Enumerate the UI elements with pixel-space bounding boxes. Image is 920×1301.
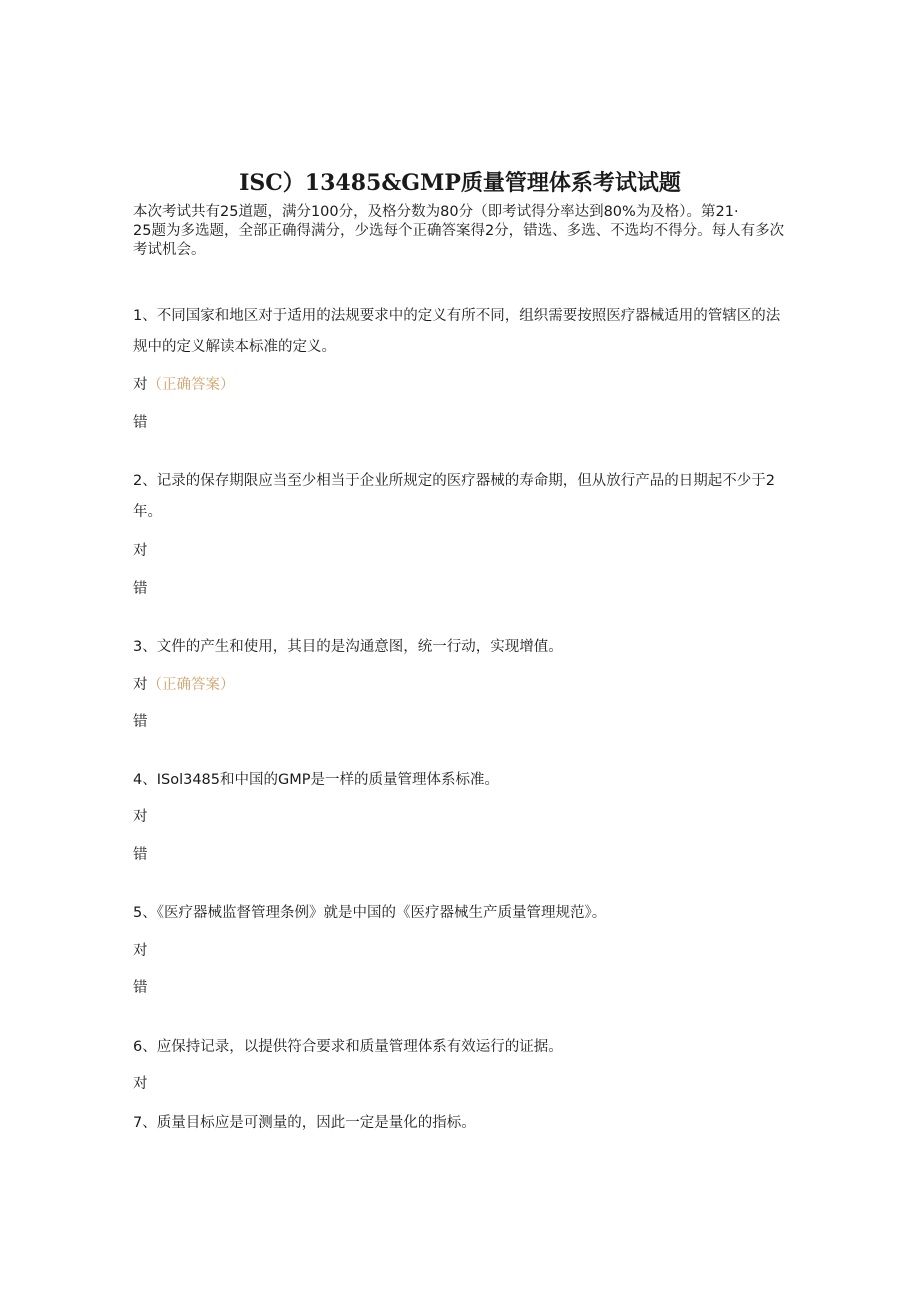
- q3-option-false[interactable]: 错: [133, 714, 148, 730]
- q1-option-false[interactable]: 错: [133, 415, 148, 431]
- correct-answer-mark: （正确答案）: [147, 677, 235, 693]
- question-6: 6、应保持记录，以提供符合要求和质量管理体系有效运行的证据。: [133, 1039, 563, 1055]
- correct-answer-mark: （正确答案）: [147, 377, 235, 393]
- q4-option-true[interactable]: 对: [133, 809, 148, 825]
- question-4: 4、ISol3485和中国的GMP是一样的质量管理体系标准。: [133, 772, 499, 788]
- option-label: 对: [133, 377, 148, 393]
- q6-option-true[interactable]: 对: [133, 1076, 148, 1092]
- question-5: 5、《医疗器械监督管理条例》就是中国的《医疗器械生产质量管理规范》。: [133, 905, 607, 921]
- q1-option-true[interactable]: [133, 375, 235, 395]
- question-3: 3、文件的产生和使用，其目的是沟通意图，统一行动，实现增值。: [133, 639, 563, 655]
- q5-option-true[interactable]: 对: [133, 943, 148, 959]
- q3-option-true[interactable]: [133, 675, 235, 695]
- question-7: 7、质量目标应是可测量的，因此一定是量化的指标。: [133, 1115, 476, 1131]
- page-title: ISC）13485&GMP质量管理体系考试试题: [239, 170, 681, 196]
- q2-option-false[interactable]: 错: [133, 581, 148, 597]
- instructions-line-1: 本次考试共有25道题，满分100分，及格分数为80分（即考试得分率达到80%为及格）。第21·: [133, 204, 739, 220]
- q2-option-true[interactable]: 对: [133, 543, 148, 559]
- q4-option-false[interactable]: 错: [133, 847, 148, 863]
- exam-instructions: [133, 203, 793, 260]
- instructions-line-2: 25题为多选题，全部正确得满分，少选每个正确答案得2分，错选、多选、不选均不得分。每人有多次考试机会。: [133, 223, 785, 258]
- question-1: 1、不同国家和地区对于适用的法规要求中的定义有所不同，组织需要按照医疗器械适用的管辖区的法规中的定义解读本标准的定义。: [133, 308, 781, 355]
- q5-option-false[interactable]: 错: [133, 980, 148, 996]
- option-label: 对: [133, 677, 148, 693]
- question-2: 2、记录的保存期限应当至少相当于企业所规定的医疗器械的寿命期，但从放行产品的日期起不少于2年。: [133, 473, 775, 520]
